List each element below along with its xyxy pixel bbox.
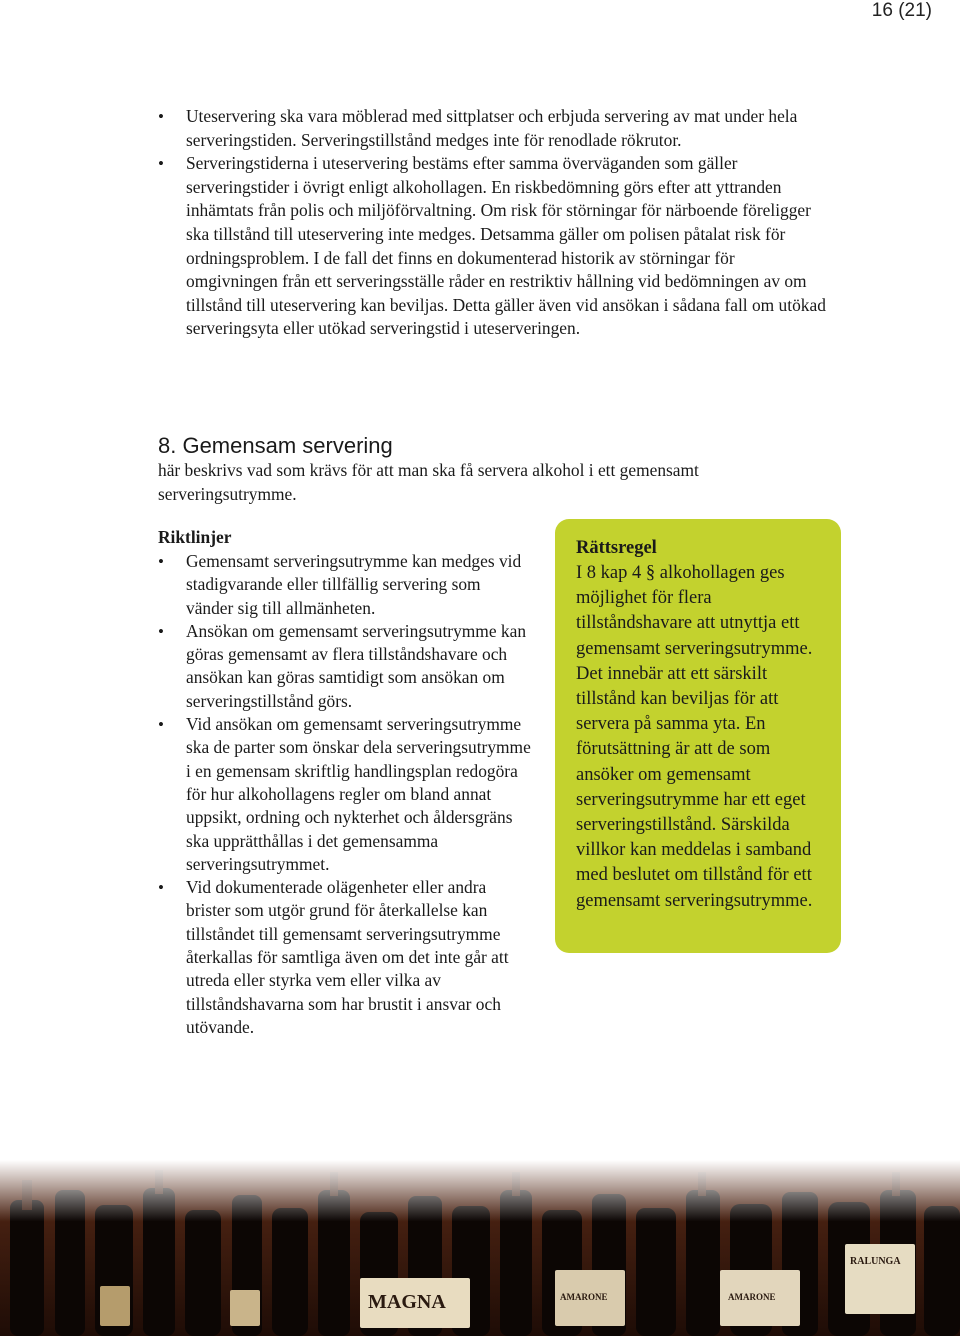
list-item: • Serveringstiderna i uteservering bestäms efter samma överväganden som gäller serveringstider i övrigt enligt alkohollagen. En riskbedömning görs efter att yttranden inhämtats från polis och miljöförvaltning. Om risk för störningar för närboende föreligger ska tillstånd till uteservering inte medges. Detsamma gäller om polisen påtalat risk för ordningsproblem. I de fall det finns en dokumenterad historik av störningar för omgivningen från ett serveringsställe råder en restriktiv hållning vid bedömningen av om tillstånd till uteservering kan beviljas. Detta gäller även vid ansökan i sådana fall om utökad serveringsyta eller utökad serveringstid i uteserveringen. xyxy=(186,152,826,341)
wine-bottles-photo xyxy=(0,1160,960,1336)
list-item: • Gemensamt serveringsutrymme kan medges vid stadigvarande eller tillfällig servering som vänder sig till allmänheten. xyxy=(186,550,531,620)
page-number: 16 (21) xyxy=(871,0,932,21)
uteservering-list xyxy=(186,105,826,341)
list-item: • Vid dokumenterade olägenheter eller andra brister som utgör grund för återkallelse kan tillståndet till gemensamt serveringsutrymme återkallas för samtliga även om det inte går att utreda eller styrka vem eller vilka av tillståndshavarna som har brustit i ansvar och utövande. xyxy=(186,876,531,1039)
guidelines-heading: Riktlinjer xyxy=(158,527,232,547)
list-item: • Ansökan om gemensamt serveringsutrymme kan göras gemensamt av flera tillståndshavare och ansökan kan göras samtidigt som ansökan om serveringstillstånd görs. xyxy=(186,620,531,713)
law-box-text: I 8 kap 4 § alkohollagen ges möjlighet för flera tillståndshavare att utnyttja ett gemensamt serveringsutrymme. Det innebär att ett särskilt tillstånd kan beviljas för att servera på samma yta. En förutsättning är att de som ansöker om gemensamt serveringsutrymme har ett eget serveringstillstånd. Särskilda villkor kan meddelas i samband med beslutet om tillstånd för ett gemensamt serveringsutrymme. xyxy=(576,563,813,911)
law-box xyxy=(555,519,841,953)
section-intro: här beskrivs vad som krävs för att man ska få servera alkohol i ett gemensamt serveringsutrymme. xyxy=(158,460,699,504)
guidelines-list xyxy=(186,550,531,1039)
law-box-title: Rättsregel xyxy=(576,538,657,558)
list-item: • Uteservering ska vara möblerad med sittplatser och erbjuda servering av mat under hela serveringstiden. Serveringstillstånd medges inte för renodlade rökrutor. xyxy=(186,105,826,152)
section-heading: 8. Gemensam servering xyxy=(158,433,393,458)
list-item: • Vid ansökan om gemensamt serveringsutrymme ska de parter som önskar dela serveringsutrymme i en gemensam skriftlig handlingsplan redogöra för hur alkohollagens regler om bland annat uppsikt, ordning och nykterhet och åldersgräns ska upprätthållas i det gemensamma serveringsutrymmet. xyxy=(186,713,531,876)
